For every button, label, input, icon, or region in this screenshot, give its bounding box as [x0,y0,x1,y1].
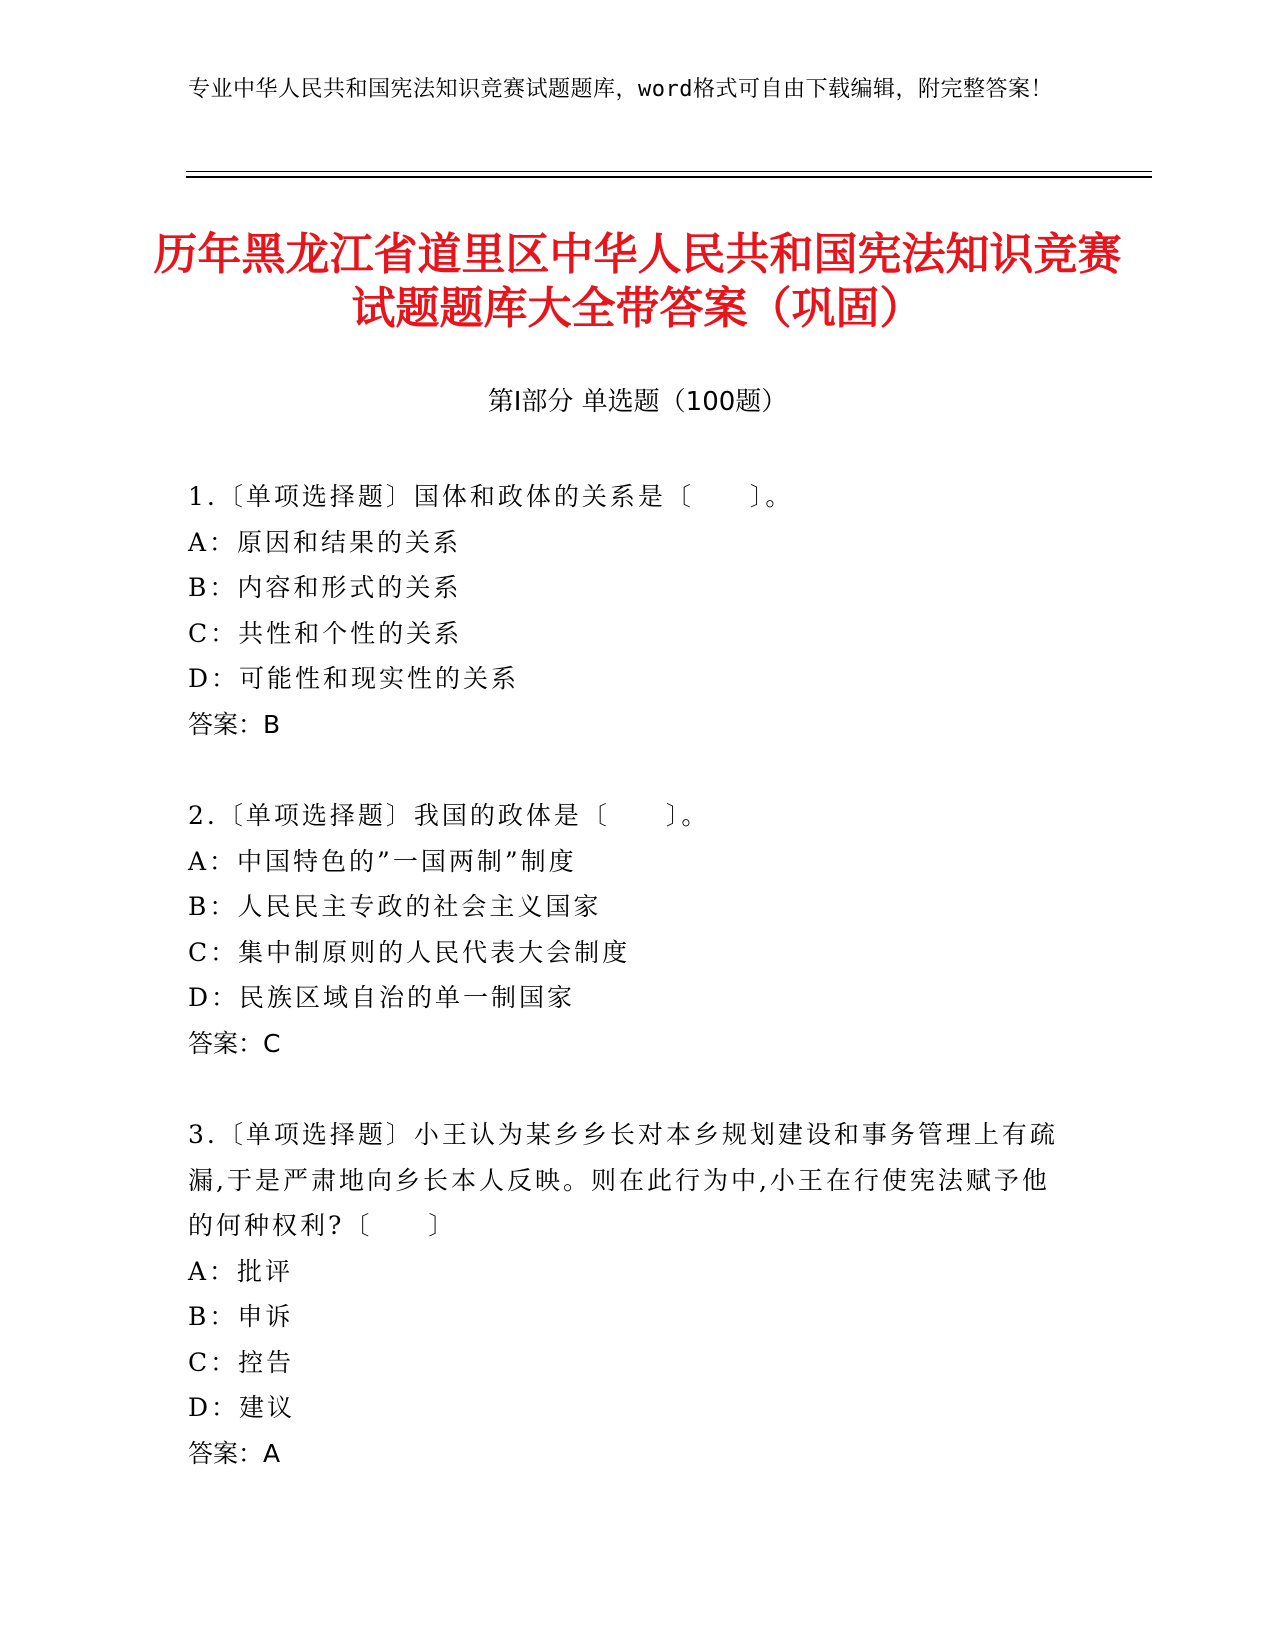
answer: 答案：B [188,709,281,739]
question-1 [188,474,1068,747]
answer: 答案：C [188,1028,281,1058]
header-note: 专业中华人民共和国宪法知识竞赛试题题库，word格式可自由下载编辑，附完整答案！ [188,77,1053,102]
header-rule-thin [186,171,1152,172]
option-c: C：控告 [188,1347,295,1377]
question-list [188,474,1068,1522]
option-a: A：中国特色的”一国两制”制度 [188,846,577,876]
option-c: C：集中制原则的人民代表大会制度 [188,937,631,967]
option-c: C：共性和个性的关系 [188,618,463,648]
option-a: A：原因和结果的关系 [188,527,462,557]
question-3 [188,1112,1068,1476]
option-a: A：批评 [188,1256,294,1286]
option-b: B：人民民主专政的社会主义国家 [188,892,602,921]
option-b: B：申诉 [188,1302,294,1331]
answer: 答案：A [188,1438,281,1468]
option-d: D：民族区域自治的单一制国家 [188,983,576,1012]
question-stem: 3.〔单项选择题〕小王认为某乡乡长对本乡规划建设和事务管理上有疏漏,于是严肃地向乡长本人反映。则在此行为中,小王在行使宪法赋予他的何种权利?〔 〕 [188,1120,1058,1240]
document-title: 历年黑龙江省道里区中华人民共和国宪法知识竞赛试题题库大全带答案（巩固） [153,229,1122,334]
header-rule-thick [186,176,1152,178]
question-stem: 2.〔单项选择题〕我国的政体是〔 〕。 [188,801,710,830]
question-stem: 1.〔单项选择题〕国体和政体的关系是〔 〕。 [188,482,794,511]
option-b: B：内容和形式的关系 [188,573,462,602]
option-d: D：建议 [188,1393,296,1422]
question-2 [188,793,1068,1066]
section-heading: 第Ⅰ部分 单选题（100题） [487,387,788,417]
option-d: D：可能性和现实性的关系 [188,664,520,693]
